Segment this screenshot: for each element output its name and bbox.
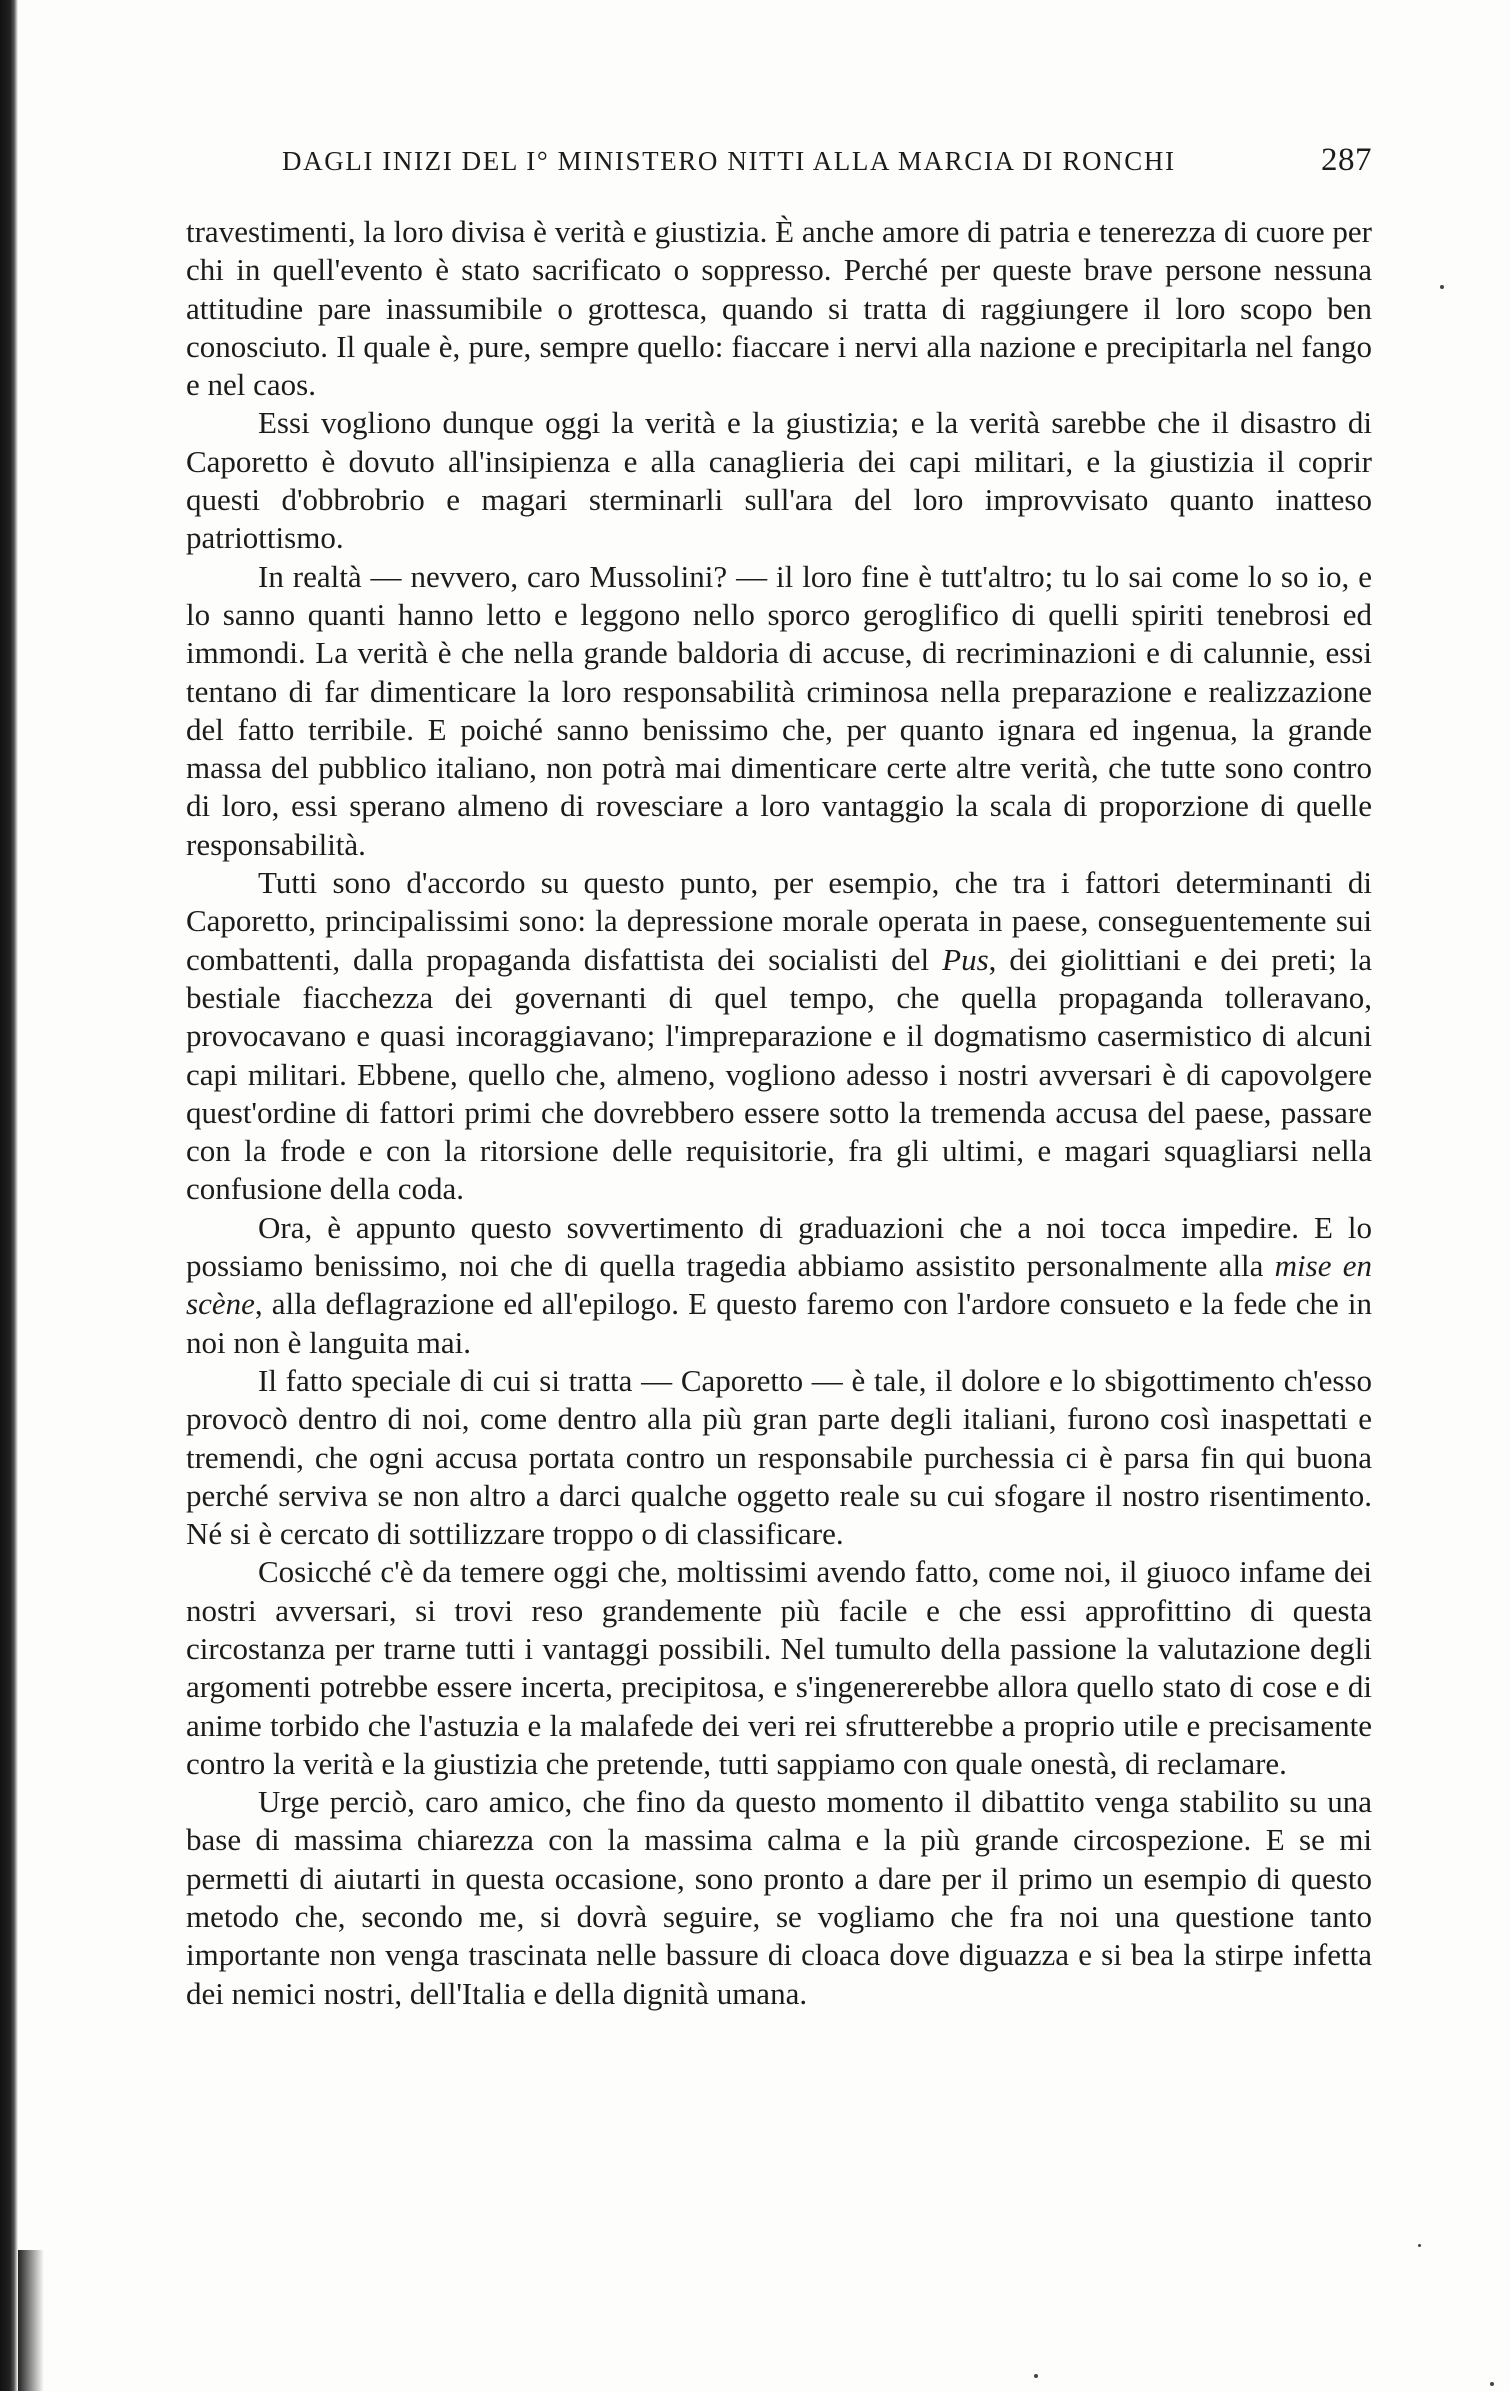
paragraph-2: Essi vogliono dunque oggi la verità e la giustizia; e la verità sarebbe che il disastro di Caporetto è dovuto all'insipienza e alla canaglieria dei capi militari, e la giustizia il coprir questi d'obbrobrio e magari sterminarli sull'ara del loro improvvisato quanto inatteso patriottismo. xyxy=(186,405,1372,556)
paragraph-5 xyxy=(186,1209,1372,1362)
paragraph-3: In realtà — nevvero, caro Mussolini? — il loro fine è tutt'altro; tu lo sai come lo so io, e lo sanno quanti hanno letto e leggono nello sporco geroglifico di quelli spiriti tenebrosi ed immondi. La verità è che nella grande baldoria di accuse, di recriminazioni e di calunnie, essi tentano di far dimenticare la loro responsabilità criminosa nella preparazione e realizzazione del fatto terribile. E poiché sanno benissimo che, per quanto ignara ed ingenua, la grande massa del pubblico italiano, non potrà mai dimenticare certe altre verità, che tutte sono contro di loro, essi sperano almeno di rovesciare a loro vantaggio la scala di proporzione di quelle responsabilità. xyxy=(186,558,1372,862)
paragraph-5-part-a: Ora, è appunto questo sovvertimento di graduazioni che a noi tocca impedire. E lo possiamo benissimo, noi che di quella tragedia abbiamo assistito personalmente alla xyxy=(186,1209,1372,1284)
paragraph-4-part-a: Tutti sono d'accordo su questo punto, per esempio, che tra i fattori determinanti di Caporetto, principalissimi sono: la depressione morale operata in paese, conseguentemente sui combattenti, dalla propaganda disfattista dei socialisti del xyxy=(186,865,1372,977)
scan-speck xyxy=(1440,285,1444,289)
french-phrase-italic: mise en scène xyxy=(186,1248,1372,1322)
paragraph-8: Urge perciò, caro amico, che fino da questo momento il dibattito venga stabilito su una base di massima chiarezza con la massima calma e la più grande circospezione. E se mi permetti di aiutarti in questa occasione, sono pronto a dare per il primo un esempio di questo metodo che, secondo me, si dovrà seguire, se vogliamo che fra noi una questione tanto importante non venga trascinata nelle bassure di cloaca dove diguazza e si bea la stirpe infetta dei nemici nostri, dell'Italia e della dignità umana. xyxy=(186,1784,1372,2011)
paragraph-4 xyxy=(186,864,1372,1209)
body-text xyxy=(186,213,1372,2013)
paragraph-4-part-b: , dei giolittiani e dei preti; la bestiale fiacchezza dei governanti di quel tempo, che quella propaganda tolleravano, provocavano e quasi incoraggiavano; l'impreparazione e il dogmatismo casermistico di alcuni capi militari. Ebbene, quello che, almeno, vogliono adesso i nostri avversari è di capovolgere quest'ordine di fattori primi che dovrebbero essere sotto la tremenda accusa del paese, passare con la frode e con la ritorsione delle requisitorie, fra gli ultimi, e magari squagliarsi nella confusione della coda. xyxy=(186,941,1372,1207)
scan-speck xyxy=(1418,2244,1421,2247)
running-header xyxy=(282,142,1372,179)
paragraph-5-part-b: , alla deflagrazione ed all'epilogo. E questo faremo con l'ardore consueto e la fede che in noi non è languita mai. xyxy=(186,1286,1372,1360)
paragraph-1: travestimenti, la loro divisa è verità e giustizia. È anche amore di patria e tenerezza di cuore per chi in quell'evento è stato sacrificato o soppresso. Perché per queste brave persone nessuna attitudine pare inassumibile o grottesca, quando si tratta di raggiungere il loro scopo ben conosciuto. Il quale è, pure, sempre quello: fiaccare i nervi alla nazione e precipitarla nel fango e nel caos. xyxy=(186,214,1372,403)
page-binding-edge xyxy=(0,0,18,2391)
scan-speck xyxy=(1034,2374,1038,2378)
running-title: DAGLI INIZI DEL I° MINISTERO NITTI ALLA MARCIA DI RONCHI xyxy=(282,146,1176,176)
page-number: 287 xyxy=(1321,142,1372,178)
paragraph-6: Il fatto speciale di cui si tratta — Caporetto — è tale, il dolore e lo sbigottimento ch'esso provocò dentro di noi, come dentro alla più gran parte degli italiani, furono così inaspettati e tremendi, che ogni accusa portata contro un responsabile purchessia ci è parsa fin qui buona perché serviva se non altro a darci qualche oggetto reale su cui sfogare il nostro risentimento. Né si è cercato di sottilizzare troppo o di classificare. xyxy=(186,1362,1372,1552)
page-binding-shadow xyxy=(18,2250,44,2391)
paragraph-7: Cosicché c'è da temere oggi che, moltissimi avendo fatto, come noi, il giuoco infame dei nostri avversari, si trovi reso grandemente più facile e che essi approfittino di questa circostanza per trarne tutti i vantaggi possibili. Nel tumulto della passione la valutazione degli argomenti potrebbe essere incerta, precipitosa, e s'ingenererebbe allora quello stato di cose e di anime torbido che l'astuzia e la malafede dei veri rei sfrutterebbe a proprio utile e precisamente contro la verità e la giustizia che pretende, tutti sappiamo con quale onestà, di reclamare. xyxy=(186,1554,1372,1781)
scan-speck xyxy=(1490,2382,1494,2386)
party-name-italic: Pus xyxy=(942,941,989,977)
